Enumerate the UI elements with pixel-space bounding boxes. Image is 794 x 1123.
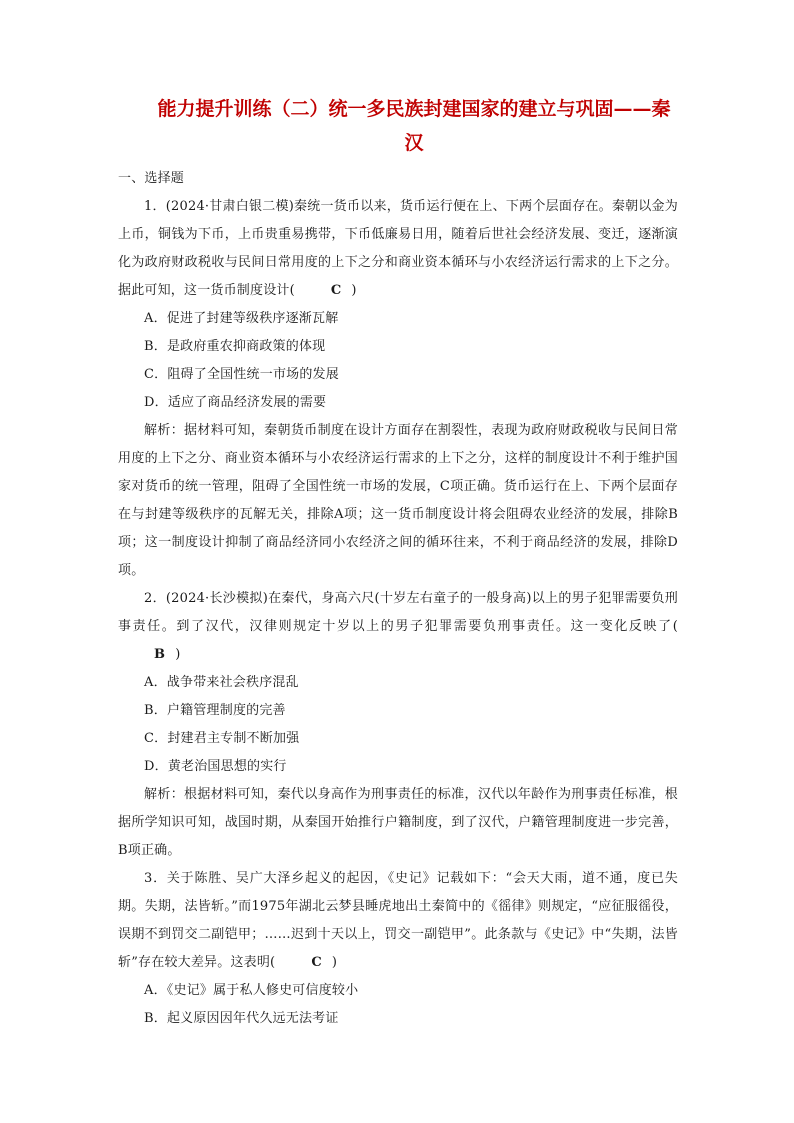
answer-letter: C: [311, 955, 322, 970]
question-3-text: 3．关于陈胜、吴广大泽乡起义的起因，《史记》记载如下：“会天大雨，道不通，度已失期。失期，法皆斩。”而1975年湖北云梦县睡虎地出土秦简中的《徭律》则规定，“应征服徭役，误期不到罚交二副铠甲；……迟到十天以上，罚交一副铠甲”。此条款与《史记》中“失期，法皆斩”存在较大差异。这表明(: [118, 871, 678, 970]
option-d: D．黄老治国思想的实行: [144, 759, 287, 774]
option-b: B．是政府重农抑商政策的体现: [144, 339, 326, 354]
page-title: [140, 92, 688, 160]
option-c: C．封建君主专制不断加强: [144, 731, 300, 746]
stem-close: ): [351, 283, 357, 298]
analysis-paragraph: 解析：据材料可知，秦朝货币制度在设计方面存在割裂性，表现为政府财政税收与民间日常用度的上下之分、商业资本循环与小农经济运行需求的上下之分，这样的制度设计不利于维护国家对货币的统一管理，阻碍了全国性统一市场的发展，C项正确。货币运行在上、下两个层面存在与封建等级秩序的瓦解无关，排除A项；这一货币制度设计将会阻碍农业经济的发展，排除B项；这一制度设计抑制了商品经济同小农经济之间的循环往来，不利于商品经济的发展，排除D项。: [118, 423, 678, 578]
question-stem: [118, 865, 678, 977]
option-c: C．阻碍了全国性统一市场的发展: [144, 367, 339, 382]
answer-letter: B: [154, 647, 166, 662]
stem-close: ): [175, 647, 181, 662]
question-stem: [118, 193, 678, 305]
stem-close: ): [331, 955, 338, 970]
option-a: A．战争带来社会秩序混乱: [144, 675, 299, 690]
option-b: B．户籍管理制度的完善: [144, 703, 286, 718]
document-body: [118, 165, 678, 1033]
option-b: B．起义原因因年代久远无法考证: [144, 1011, 339, 1026]
title-line-1: 能力提升训练（二）统一多民族封建国家的建立与巩固——秦: [157, 98, 671, 120]
question-1-text: 1．(2024·甘肃白银二模)秦统一货币以来，货币运行便在上、下两个层面存在。秦朝以金为上币，铜钱为下币，上币贵重易携带，下币低廉易日用，随着后世社会经济发展、变迁，逐渐演化为政府财政税收与民间日常用度的上下之分和商业资本循环与小农经济运行需求的上下之分。据此可知，这一货币制度设计(: [118, 199, 678, 298]
option-a: A．促进了封建等级秩序逐渐瓦解: [144, 311, 339, 326]
question-stem: [118, 585, 678, 669]
title-line-2: 汉: [404, 132, 424, 154]
question-2-text: 2．(2024·长沙模拟)在秦代，身高六尺(十岁左右童子的一般身高)以上的男子犯罪需要负刑事责任。到了汉代，汉律则规定十岁以上的男子犯罪需要负刑事责任。这一变化反映了(: [118, 591, 678, 634]
section-heading: 一、选择题: [118, 171, 185, 186]
option-a: A．《史记》属于私人修史可信度较小: [144, 983, 359, 998]
answer-letter: C: [330, 283, 342, 298]
analysis-paragraph: 解析：根据材料可知，秦代以身高作为刑事责任的标准，汉代以年龄作为刑事责任标准，根据所学知识可知，战国时期，从秦国开始推行户籍制度，到了汉代，户籍管理制度进一步完善，B项正确。: [118, 787, 678, 858]
option-d: D．适应了商品经济发展的需要: [144, 395, 327, 410]
